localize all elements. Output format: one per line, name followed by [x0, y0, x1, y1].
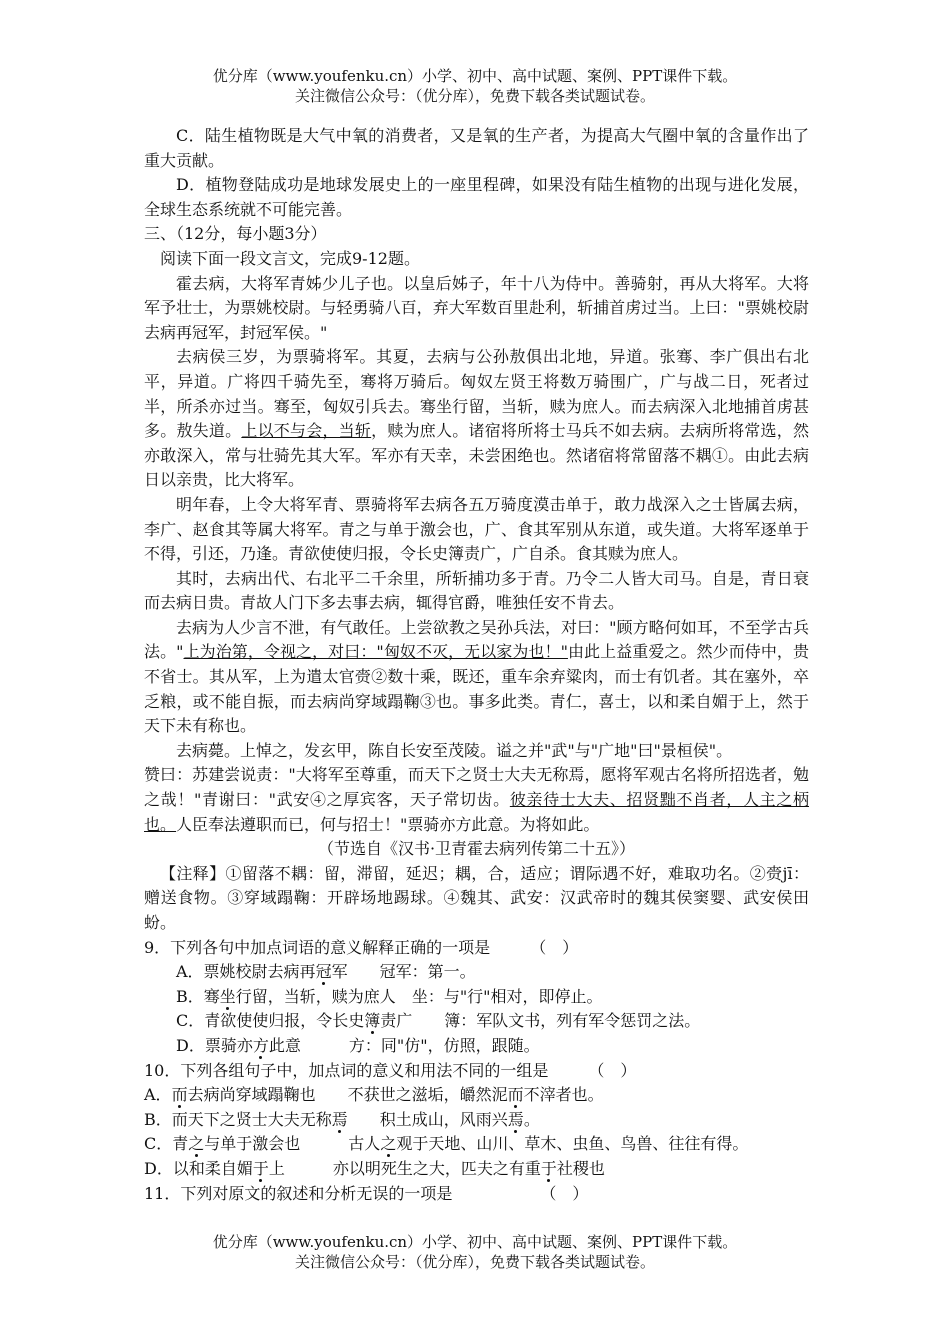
passage-commentary: 赞曰：苏建尝说责："大将军至尊重，而天下之贤士大夫无称焉，愿将军观古名将所招选者，勉之哉！"青谢曰："武安④之厚宾客，天子常切齿。彼亲待士大夫、招贤黜不肖者，人主之柄也。人臣奉法遵职而已，何与招士！"票骑亦方此意。为将如此。: [144, 765, 809, 834]
footer-line-1: 优分库（www.youfenku.cn）小学、初中、高中试题、案例、PPT课件下载。: [212, 1233, 738, 1251]
passage-notes: 【注释】①留落不耦：留，滞留，延迟；耦，合，适应；谓际遇不好，难取功名。②赍jī：赠送食物。③穿域蹋鞠：开辟场地踢球。④魏其、武安：汉武帝时的魏其侯窦婴、武安侯田蚡。: [144, 863, 809, 932]
underlined-sentence: 上以不与会，当斩: [241, 421, 372, 441]
passage-paragraph-6: 去病薨。上悼之，发玄甲，陈自长安至茂陵。谥之并"武"与"广地"曰"景桓侯"。: [176, 740, 733, 760]
section-instruction: 阅读下面一段文言文，完成9-12题。: [160, 248, 420, 268]
question-10-stem: 10．下列各组句子中，加点词的意义和用法不同的一组是 （ ）: [144, 1060, 637, 1080]
header-line-1: 优分库（www.youfenku.cn）小学、初中、高中试题、案例、PPT课件下载。: [212, 67, 738, 85]
prev-option-d: D．植物登陆成功是地球发展史上的一座里程碑，如果没有陆生植物的出现与进化发展，全球生态系统就不可能完善。: [144, 175, 809, 219]
document-body: [144, 124, 809, 1206]
question-9-stem: 9．下列各句中加点词语的意义解释正确的一项是 （ ）: [144, 937, 579, 957]
page-header: [0, 66, 950, 106]
passage-paragraph-4: 其时，去病出代、右北平二千余里，所斩捕功多于青。乃令二人皆大司马。自是，青日衰而去病日贵。青故人门下多去事去病，辄得官爵，唯独任安不肯去。: [144, 568, 809, 613]
q9-option-b: B．骞坐行留，当斩，赎为庶人 坐：与"行"相对，即停止。: [176, 986, 603, 1006]
q9-option-d: D．票骑亦方此意 方：同"仿"，仿照，跟随。: [176, 1035, 540, 1055]
answer-bracket: （ ）: [538, 937, 579, 957]
passage-paragraph-2: 去病侯三岁，为票骑将军。其夏，去病与公孙敖俱出北地，异道。张骞、李广俱出右北平，异道。广将四千骑先至，骞将万骑后。匈奴左贤王将数万骑围广，广与战二日，死者过半，所杀亦过当。骞至，匈奴引兵去。骞坐行留，当斩，赎为庶人。而去病深入北地捕首虏甚多。敖失道。上以不与会，当斩，赎为庶人。诸宿将所将士马兵不如去病。去病所将常选，然亦敢深入，常与壮骑先其大军。军亦有天幸，未尝困绝也。然诸宿将常留落不耦①。由此去病日以亲贵，比大将军。: [144, 347, 809, 490]
q10-option-a: A．而去病尚穿域蹋鞠也 不获世之滋垢，皭然泥而不滓者也。: [144, 1085, 604, 1105]
q10-option-d: D．以和柔自媚于上 亦以明死生之大，匹夫之有重于社稷也: [144, 1158, 605, 1178]
q9-option-c: C．青欲使使归报，令长史簿责广 簿：军队文书，列有军令惩罚之法。: [176, 1011, 701, 1031]
q10-option-c: C．青之与单于激会也 古人之观于天地、山川、草木、虫鱼、鸟兽、往往有得。: [144, 1134, 749, 1154]
page-footer: [0, 1232, 950, 1272]
passage-paragraph-3: 明年春，上令大将军青、票骑将军去病各五万骑度漠击单于，敢力战深入之士皆属去病，李广、赵食其等属大将军。青之与单于激会也，广、食其军别从东道，或失道。大将军逐单于不得，引还，乃逢。青欲使使归报，令长史簿责广，广自杀。食其赎为庶人。: [144, 494, 809, 564]
passage-paragraph-1: 霍去病，大将军青姊少儿子也。以皇后姊子，年十八为侍中。善骑射，再从大将军。大将军予壮士，为票姚校尉。与轻勇骑八百，弃大军数百里赴利，斩捕首虏过当。上曰："票姚校尉去病再冠军，封冠军侯。": [144, 273, 809, 342]
passage-source: （节选自《汉书·卫青霍去病列传第二十五》）: [317, 839, 636, 859]
passage-paragraph-5: 去病为人少言不泄，有气敢任。上尝欲教之吴孙兵法，对曰："顾方略何如耳，不至学古兵法。"上为治第，令视之，对曰："匈奴不灭，无以家为也！"由此上益重爱之。然少而侍中，贵不省士。其从军，上为遣太官赍②数十乘，既还，重车余弃粱肉，而士有饥者。其在塞外，卒乏粮，或不能自振，而去病尚穿域蹋鞠③也。事多此类。青仁，喜士，以和柔自媚于上，然于天下未有称也。: [144, 617, 809, 736]
q9-option-a: A．票姚校尉去病再冠军 冠军：第一。: [176, 962, 476, 982]
answer-bracket: （ ）: [548, 1183, 589, 1203]
footer-line-2: 关注微信公众号：（优分库），免费下载各类试题试卷。: [294, 1253, 655, 1271]
answer-bracket: （ ）: [596, 1060, 637, 1080]
header-line-2: 关注微信公众号：（优分库），免费下载各类试题试卷。: [294, 87, 655, 105]
prev-option-c: C．陆生植物既是大气中氧的消费者，又是氧的生产者，为提高大气圈中氧的含量作出了重大贡献。: [144, 126, 809, 170]
section-title: 三、（12分，每小题3分）: [144, 224, 327, 244]
underlined-sentence: 彼亲待士大夫、招贤黜不肖者，人主之柄也。: [144, 790, 809, 834]
question-11-stem: 11．下列对原文的叙述和分析无误的一项是 （ ）: [144, 1183, 589, 1203]
q10-option-b: B．而天下之贤士大夫无称焉 积土成山，风雨兴焉。: [144, 1109, 540, 1129]
underlined-sentence: 上为治第，令视之，对曰："匈奴不灭，无以家为也！": [183, 642, 568, 662]
